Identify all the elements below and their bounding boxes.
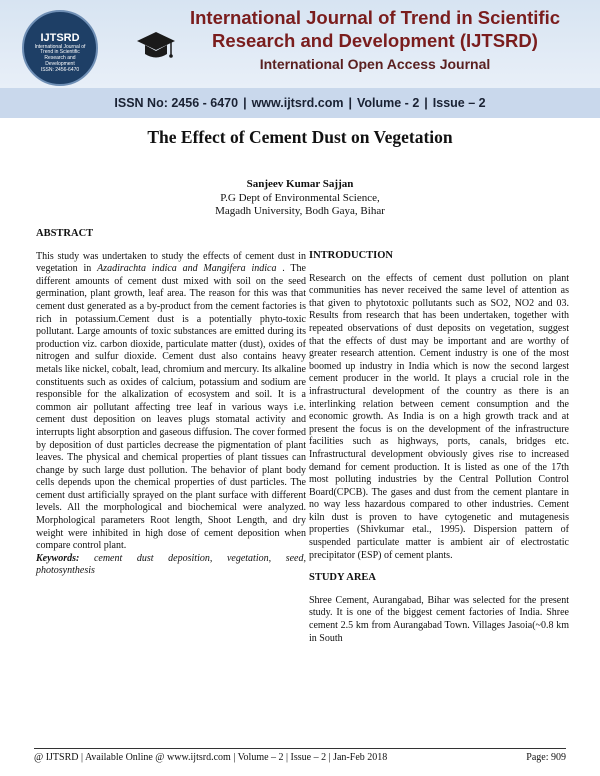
introduction-text: Research on the effects of cement dust pollution on plant communities has never received the same level of attention as that given to phytotoxic pollutants such as SO2, NO2 and 03. Results from research that has been undertaken, together with repeated observations of dust deposits on vegetation, suggest that the effects of dust may be important and are worthy of greater research attention. Cement industry is one of the most boomed up industry in India which is now the second largest cement producer in the world. It plays a crucial role in the infrastructural development of the country as there is an interlinking relation between cement consumption and the economic growth. As India is on a high growth track and at present the focus is on the development of the infrastructure facilities such as highways, ports, canals, bridges etc. Infrastructural development obviously gives rise to increased demand for cement production. It is listed as one of the 17th most polluting industries by the Central Pollution Control Board(CPCB). The gases and dust from the cement plantare in no way less hazardous compared to other industries. Cement kiln dust is proven to have cytogenetic and mutagenesis properties (Shivkumar etal., 1995). Dispersion pattern of suspended particulate matter is ambient air of electrostatic precipitator (ESP) of cement plants. (309, 272, 569, 561)
volume-label: Volume - 2 (356, 96, 420, 110)
author-affiliation-1: P.G Dept of Environmental Science, (220, 191, 380, 204)
logo-abbreviation: IJTSRD (40, 32, 80, 44)
right-column (309, 250, 569, 645)
abstract-text (36, 251, 306, 553)
author-affiliation-2: Magadh University, Bodh Gaya, Bihar (215, 205, 385, 217)
keywords-list: cement dust deposition, vegetation, seed, photosynthesis (36, 552, 306, 577)
author-name: Sanjeev Kumar Sajjan (246, 178, 354, 190)
journal-logo (22, 10, 98, 86)
keywords-label: Keywords: (36, 552, 80, 564)
study-area-text: Shree Cement, Aurangabad, Bihar was selected for the present study. It is one of the biggest cement factories of India. Shree cement 2.5 km from Aurangabad Town. Villages Jasoia(~0.8 km in South (309, 594, 569, 644)
paper-title: The Effect of Cement Dust on Vegetation (147, 127, 453, 147)
journal-title (180, 6, 570, 52)
logo-line-2: Research and Development (44, 55, 76, 67)
abstract-heading: ABSTRACT (36, 228, 94, 239)
issn-band: ISSN No: 2456 - 6470 | www.ijtsrd.com | Volume - 2 | Issue – 2 (0, 88, 600, 118)
open-access-label: International Open Access Journal (259, 56, 491, 72)
logo-line-1: International Journal of Trend in Scientific (34, 43, 86, 56)
journal-title-line-2: Research and Development (IJTSRD) (212, 30, 538, 51)
logo-issn: ISSN: 2456-6470 (40, 66, 80, 73)
abstract-text-rest: . The different amounts of cement dust mixed with soil on the seed germination, plant growth, leaf area. The reason for this was that cement dust generated as a by-product from the cement factories is rich in potassium.Cement dust is a potentially phyto-toxic pollutant. Large amounts of toxic substances are emitted during its production viz. carbon dioxide, particulate matter (dust), oxides of nitrogen and sulfur dioxide. Cement dust also contains heavy metals like nickel, cobalt, lead, chromium and mercury. Its alkaline constituents such as oxides of calcium, potassium and sodium are responsible for the alkalization of ecosystem and soil. It is a common air pollutant affecting tree leaf in various ways i.e. cement dust deposition on leaves plugs stomatal activity and interrupts light absorption and gaseous diffusion. The cover formed by deposition of dust particles decrease the pigmentation of plant leaves. The physical and chemical properties of plant tissues can change by such large dust pollution. The behavior of plant body cells depends upon the chemical properties of dust particles. The cement dust artificially sprayed on the plant surface with different levels. All the morphological and biochemical were analyzed. Morphological parameters Root length, Shoot Length, and dry weight were inhibited in high dose of cement deposition when compare control plant. (36, 263, 306, 552)
footer-citation: @ IJTSRD | Available Online @ www.ijtsrd.com | Volume – 2 | Issue – 2 | Jan-Feb 2018 (34, 752, 388, 763)
abstract-text-start: This study was undertaken to study the effects of cement dust in vegetation in (36, 250, 306, 275)
journal-website: www.ijtsrd.com (251, 96, 344, 110)
graduation-cap-icon (136, 28, 176, 64)
abstract-species: Azadirachta indica and Mangifera indica (97, 263, 277, 275)
journal-title-line-1: International Journal of Trend in Scientific (189, 7, 561, 28)
issn-number: ISSN No: 2456 - 6470 (114, 96, 239, 110)
left-column (36, 228, 306, 578)
footer-divider (34, 748, 566, 749)
author-block (0, 178, 600, 219)
introduction-heading: INTRODUCTION (309, 250, 394, 261)
issue-label: Issue – 2 (432, 96, 486, 110)
study-area-heading: STUDY AREA (309, 572, 376, 584)
keywords (36, 553, 306, 578)
journal-masthead (0, 0, 600, 118)
page-number: Page: 909 (526, 752, 566, 763)
